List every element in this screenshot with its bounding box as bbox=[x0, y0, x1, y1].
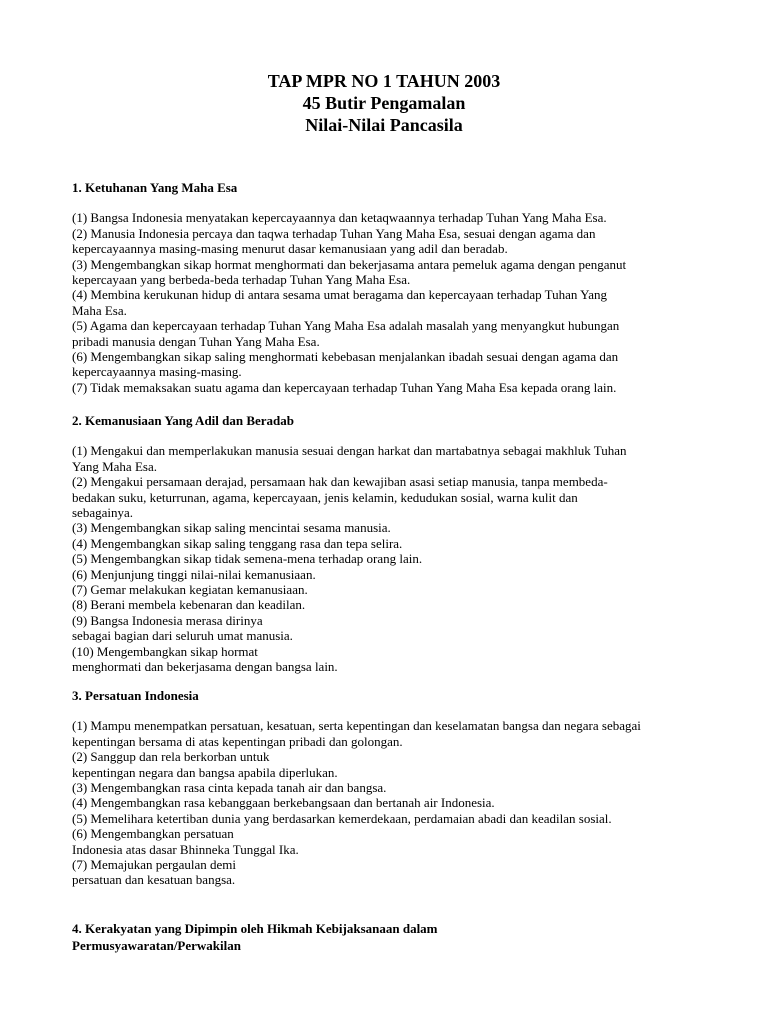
list-item: (5) Memelihara ketertiban dunia yang berdasarkan kemerdekaan, perdamaian abadi dan keadilan sosial. bbox=[72, 810, 612, 826]
list-item: (6) Mengembangkan sikap saling menghormati kebebasan menjalankan ibadah sesuai dengan agama dan kepercayaannya masing-masing. bbox=[72, 349, 619, 380]
list-item: (3) Mengembangkan rasa cinta kepada tanah air dan bangsa. bbox=[72, 780, 387, 796]
title-line-2: 45 Butir Pengamalan bbox=[302, 93, 466, 113]
list-item: (8) Berani membela kebenaran dan keadilan. bbox=[72, 597, 306, 613]
section-heading: 2. Kemanusiaan Yang Adil dan Beradab bbox=[72, 413, 295, 428]
list-item: (6) Mengembangkan persatuan Indonesia atas dasar Bhinneka Tunggal Ika. bbox=[72, 826, 299, 857]
list-item: (3) Mengembangkan sikap hormat menghormati dan bekerjasama antara pemeluk agama dengan penganut kepercayaan yang berbeda-beda terhadap Tuhan Yang Maha Esa. bbox=[72, 256, 627, 288]
section-persatuan bbox=[72, 688, 702, 888]
list-item: (4) Mengembangkan sikap saling tenggang rasa dan tepa selira. bbox=[72, 535, 403, 551]
section-heading: 3. Persatuan Indonesia bbox=[72, 688, 199, 703]
list-item: (5) Agama dan kepercayaan terhadap Tuhan Yang Maha Esa adalah masalah yang menyangkut hubungan pribadi manusia dengan Tuhan Yang Maha Esa. bbox=[72, 318, 620, 349]
list-item: (1) Mengakui dan memperlakukan manusia sesuai dengan harkat dan martabatnya sebagai makhluk Tuhan Yang Maha Esa. bbox=[72, 443, 627, 474]
section-ketuhanan bbox=[72, 180, 702, 395]
section-kemanusiaan bbox=[72, 413, 702, 675]
list-item: (2) Mengakui persamaan derajad, persamaan hak dan kewajiban asasi setiap manusia, tanpa membeda- bedakan suku, keturrunan, agama, kepercayaan, jenis kelamin, kedudukan sosial, warna kulit dan sebagainya. bbox=[72, 474, 608, 521]
list-item: (2) Sanggup dan rela berkorban untuk kepentingan negara dan bangsa apabila diperlukan. bbox=[72, 749, 338, 780]
list-item: (4) Membina kerukunan hidup di antara sesama umat beragama dan kepercayaan terhadap Tuhan Yang Maha Esa. bbox=[72, 287, 607, 318]
list-item: (2) Manusia Indonesia percaya dan taqwa terhadap Tuhan Yang Maha Esa, sesuai dengan agama dan kepercayaannya masing-masing menurut dasar kemanusiaan yang adil dan beradab. bbox=[72, 225, 596, 257]
list-item: (1) Mampu menempatkan persatuan, kesatuan, serta kepentingan dan keselamatan bangsa dan negara sebagai kepentingan bersama di atas kepentingan pribadi dan golongan. bbox=[72, 718, 641, 749]
list-item: (6) Menjunjung tinggi nilai-nilai kemanusiaan. bbox=[72, 566, 316, 582]
list-item: (9) Bangsa Indonesia merasa dirinya sebagai bagian dari seluruh umat manusia. bbox=[72, 612, 293, 644]
section-heading: 4. Kerakyatan yang Dipimpin oleh Hikmah Kebijaksanaan dalam Permusyawaratan/Perwakilan bbox=[72, 921, 438, 953]
list-item: (7) Tidak memaksakan suatu agama dan kepercayaan terhadap Tuhan Yang Maha Esa kepada orang lain. bbox=[72, 379, 617, 395]
list-item: (1) Bangsa Indonesia menyatakan kepercayaannya dan ketaqwaannya terhadap Tuhan Yang Maha Esa. bbox=[72, 210, 607, 226]
title-line-3: Nilai-Nilai Pancasila bbox=[305, 115, 463, 135]
list-item: (10) Mengembangkan sikap hormat menghormati dan bekerjasama dengan bangsa lain. bbox=[72, 643, 338, 675]
list-item: (7) Memajukan pergaulan demi persatuan dan kesatuan bangsa. bbox=[72, 857, 237, 888]
list-item: (7) Gemar melakukan kegiatan kemanusiaan. bbox=[72, 582, 308, 598]
document-title bbox=[0, 70, 768, 136]
list-item: (4) Mengembangkan rasa kebanggaan berkebangsaan dan bertanah air Indonesia. bbox=[72, 795, 495, 811]
list-item: (3) Mengembangkan sikap saling mencintai sesama manusia. bbox=[72, 520, 391, 536]
section-heading: 1. Ketuhanan Yang Maha Esa bbox=[72, 180, 238, 195]
section-kerakyatan bbox=[72, 920, 702, 954]
list-item: (5) Mengembangkan sikap tidak semena-mena terhadap orang lain. bbox=[72, 551, 423, 567]
title-line-1: TAP MPR NO 1 TAHUN 2003 bbox=[267, 71, 501, 91]
